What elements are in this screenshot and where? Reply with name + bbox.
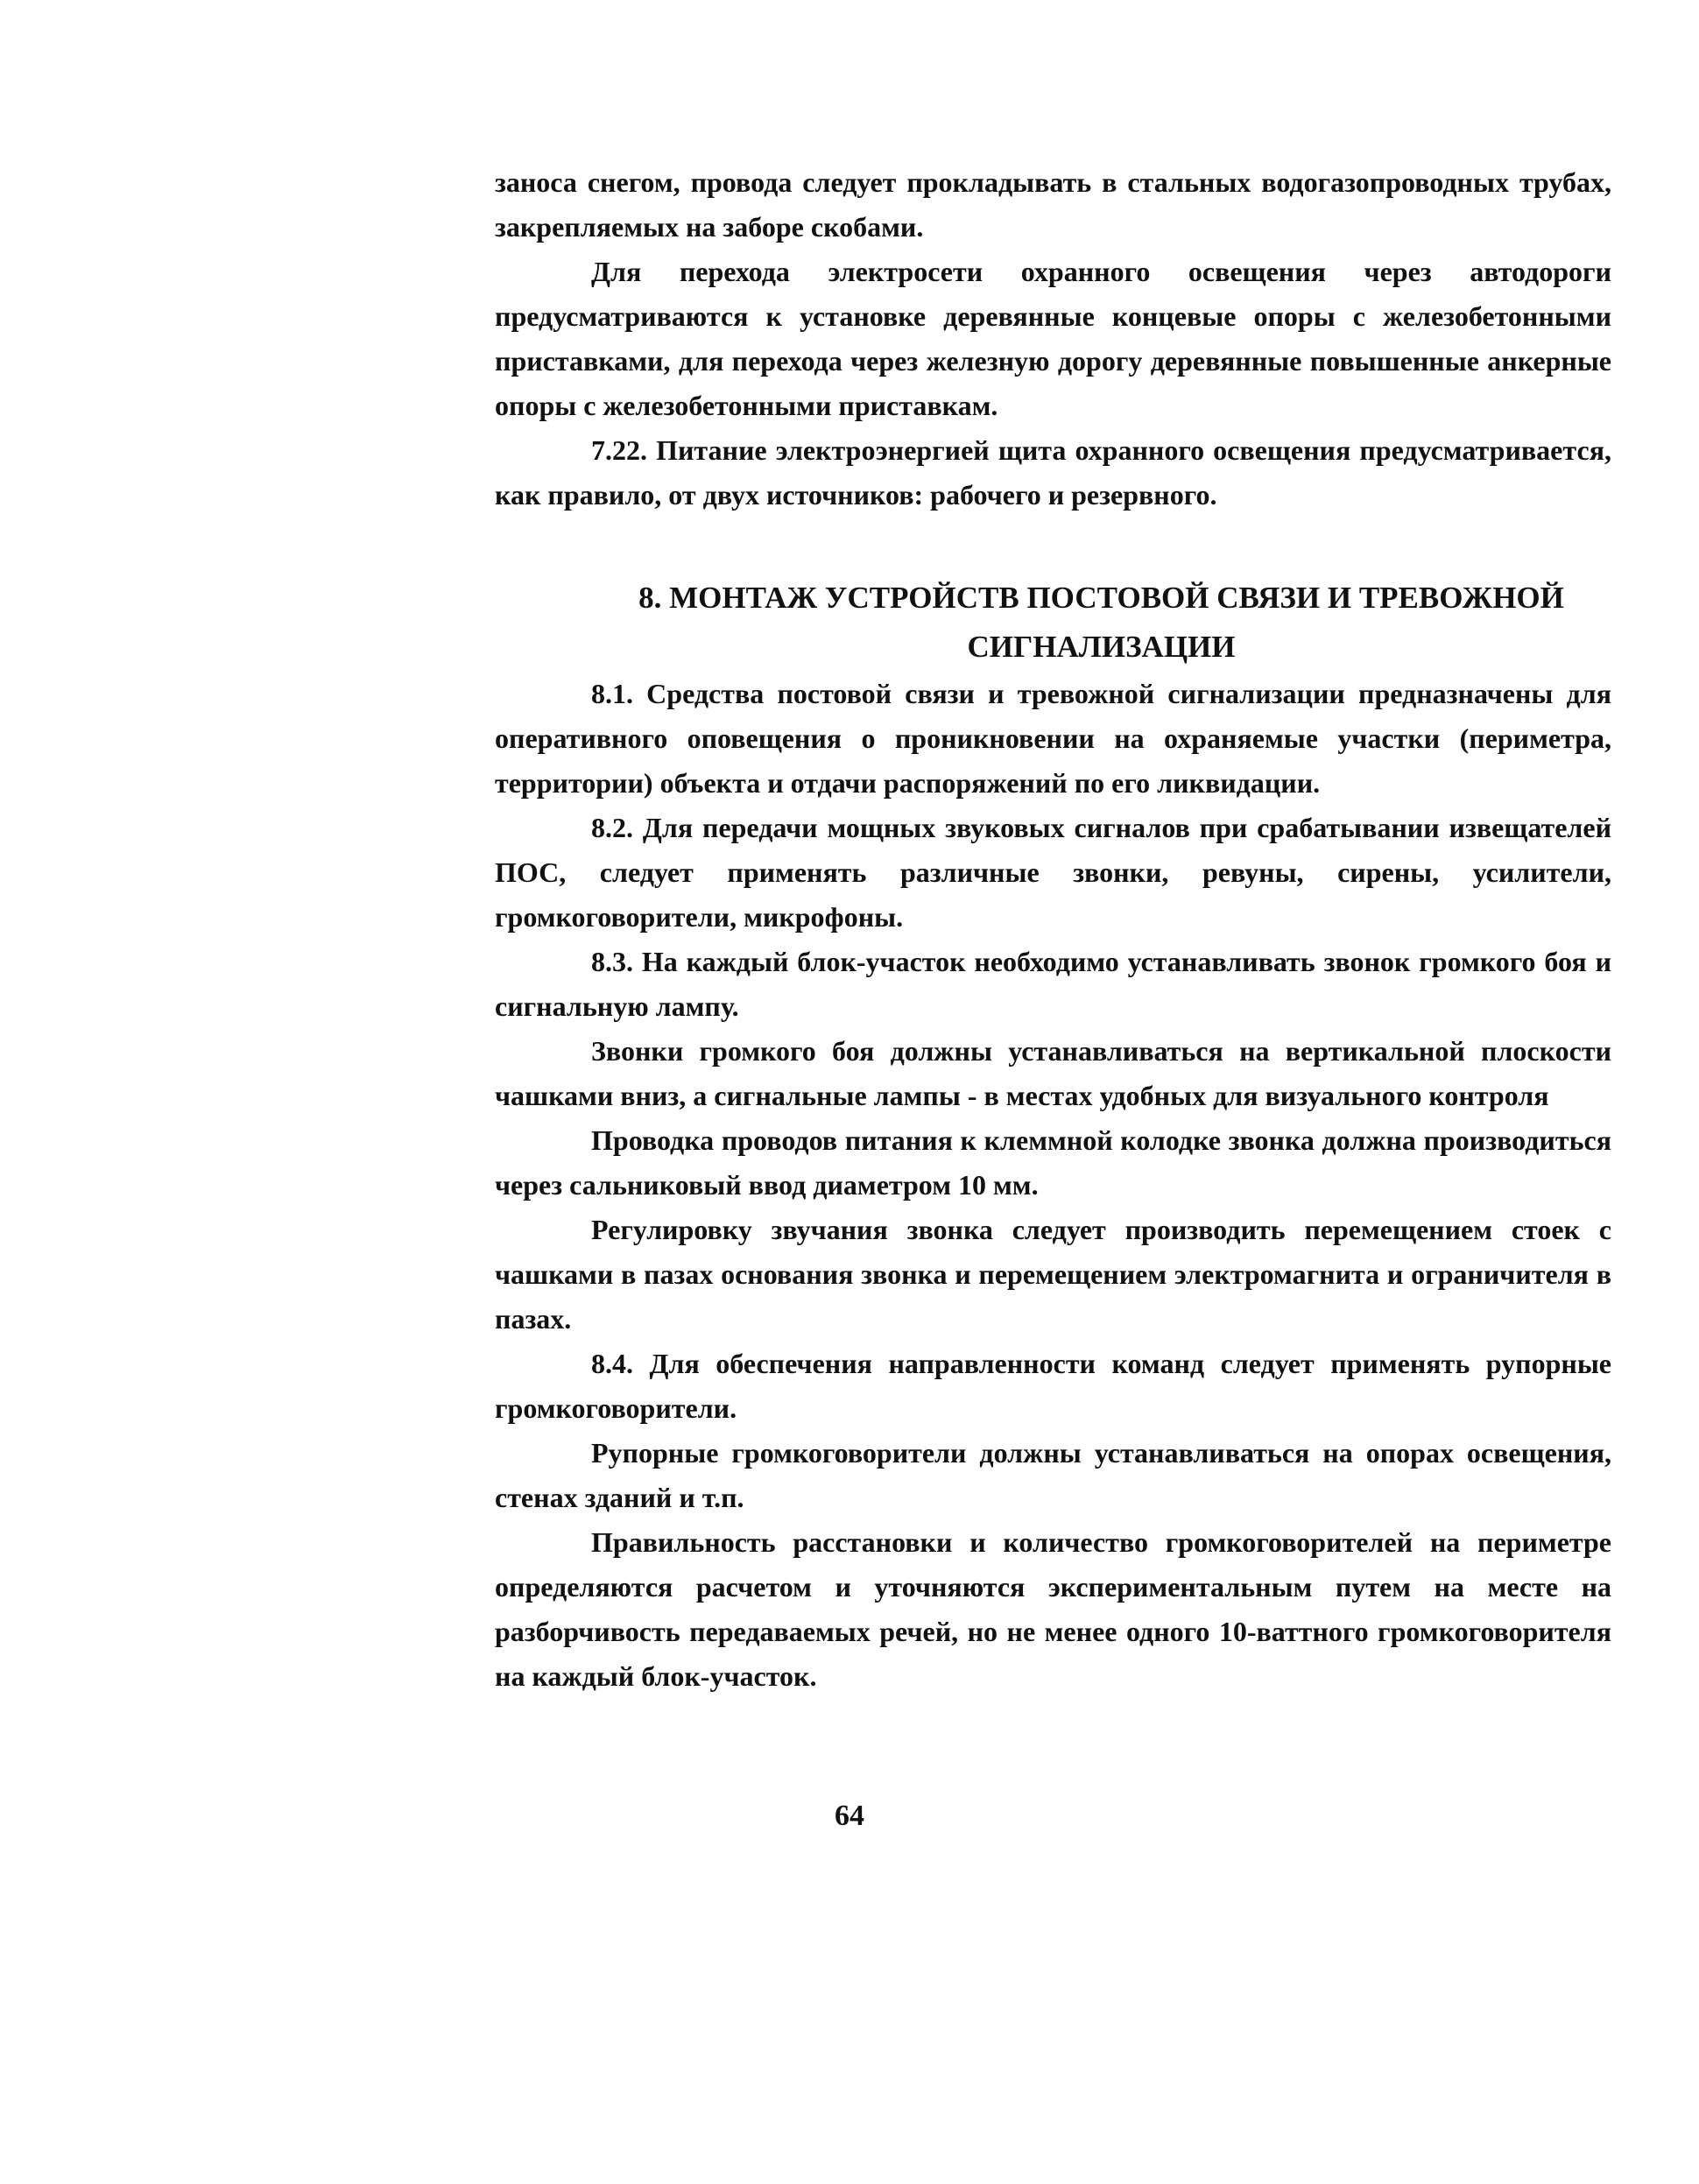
clause-text: Средства постовой связи и тревожной сигнализации предназначены для оперативного оповещения о проникновении на охраняемые участки (периметра, территории) объекта и отдачи распоряжений по его ликвидации. [495, 678, 1611, 799]
clause-number: 7.22. [591, 434, 647, 466]
paragraph-8-4 [495, 1342, 1611, 1431]
paragraph-8-3-bells: Звонки громкого боя должны устанавливаться на вертикальной плоскости чашками вниз, а сигнальные лампы - в местах удобных для визуального контроля [495, 1035, 1611, 1111]
clause-number: 8.3. [591, 946, 633, 977]
section-8 [495, 574, 1611, 1699]
clause-number: 8.1. [591, 678, 633, 709]
paragraph-8-2 [495, 806, 1611, 940]
clause-number: 8.2. [591, 812, 633, 843]
clause-text: На каждый блок-участок необходимо устанавливать звонок громкого боя и сигнальную лампу. [495, 946, 1611, 1022]
clause-number: 8.4. [591, 1348, 633, 1379]
intro-section [495, 160, 1611, 518]
heading-line-1: 8. МОНТАЖ УСТРОЙСТВ ПОСТОВОЙ СВЯЗИ И ТРЕВОЖНОЙ [638, 581, 1564, 615]
paragraph-8-4-placement: Правильность расстановки и количество громкоговорителей на периметре определяются расчетом и уточняются экспериментальным путем на месте на разборчивость передаваемых речей, но не менее одного 10-ваттного громкоговорителя на каждый блок-участок. [495, 1526, 1611, 1692]
paragraph-8-3-wiring: Проводка проводов питания к клеммной колодке звонка должна производиться через сальниковый ввод диаметром 10 мм. [495, 1124, 1611, 1201]
paragraph-8-3-adjustment: Регулировку звучания звонка следует производить перемещением стоек с чашками в пазах основания звонка и перемещением электромагнита и ограничителя в пазах. [495, 1214, 1611, 1335]
paragraph-8-1 [495, 672, 1611, 806]
paragraph-8-3 [495, 940, 1611, 1029]
paragraph-7-22 [495, 428, 1611, 518]
clause-text: Для обеспечения направленности команд следует применять рупорные громкоговорители. [495, 1348, 1611, 1424]
paragraph-8-4-mounting: Рупорные громкоговорители должны устанавливаться на опорах освещения, стенах зданий и т.п. [495, 1437, 1611, 1513]
heading-line-2: СИГНАЛИЗАЦИИ [967, 630, 1236, 664]
clause-text: Питание электроэнергией щита охранного освещения предусматривается, как правило, от двух источников: рабочего и резервного. [495, 434, 1611, 511]
clause-text: Для передачи мощных звуковых сигналов при срабатывании извещателей ПОС, следует применять различные звонки, ревуны, сирены, усилители, громкоговорители, микрофоны. [495, 812, 1611, 933]
paragraph-intro-2: Для перехода электросети охранного освещения через автодороги предусматриваются к установке деревянные концевые опоры с железобетонными приставками, для перехода через железную дорогу деревянные повышенные анкерные опоры с железобетонными приставкам. [495, 256, 1611, 421]
page-number: 64 [835, 1800, 864, 1832]
section-heading [495, 574, 1611, 672]
paragraph-intro-1: заноса снегом, провода следует прокладывать в стальных водогазопроводных трубах, закрепляемых на заборе скобами. [495, 166, 1611, 243]
